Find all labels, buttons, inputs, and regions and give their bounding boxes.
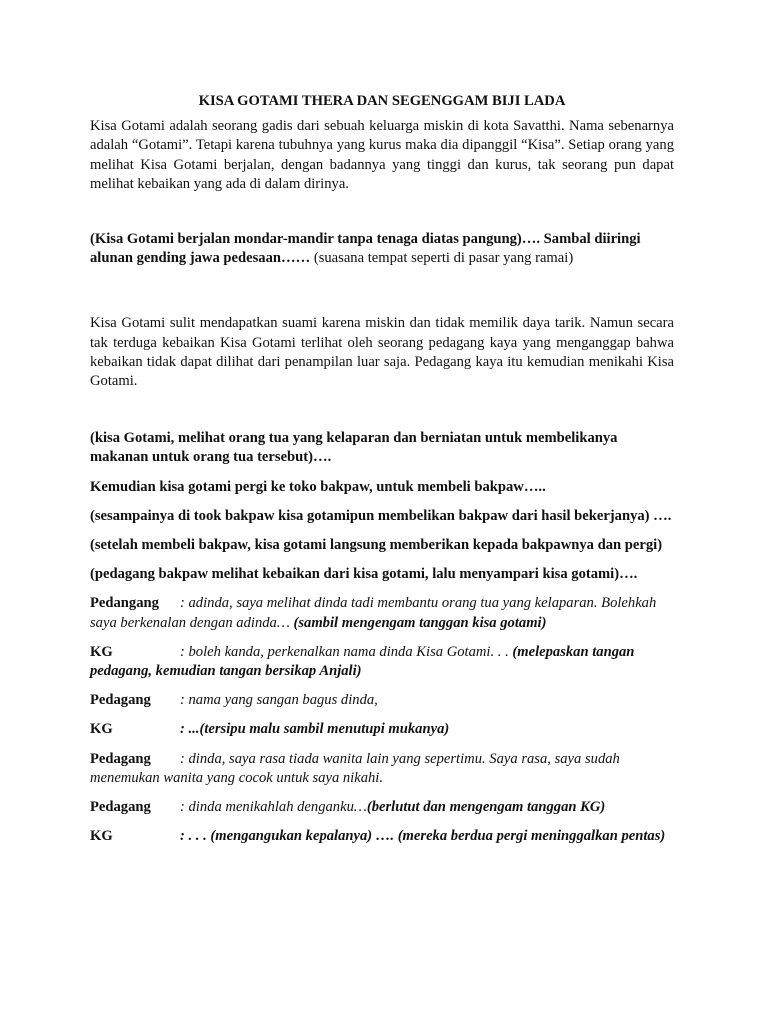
speaker-name: KG <box>90 721 113 738</box>
stage-direction-4: (sesampainya di took bakpaw kisa gotamipun membelikan bakpaw dari hasil bekerjanya) …. <box>90 507 672 524</box>
dialogue-action: : . . . (mengangukan kepalanya) …. (mereka berdua pergi meninggalkan pentas) <box>180 828 666 845</box>
dialogue-action: (berlutut dan mengengam tanggan KG) <box>366 799 606 816</box>
dialogue-text: : dinda, saya rasa tiada wanita lain yang sepertimu. Saya rasa, saya sudah menemukan wanita yang cocok untuk saya nikahi. <box>90 750 620 786</box>
dialogue-text: : boleh kanda, perkenalkan nama dinda Kisa Gotami. . . <box>180 643 513 660</box>
dialogue-line <box>90 750 674 788</box>
dialogue-line <box>90 643 674 681</box>
stage-direction-1 <box>90 230 674 268</box>
stage-direction-2: (kisa Gotami, melihat orang tua yang kelaparan dan berniatan untuk membelikanya makanan untuk orang tua tersebut)…. <box>90 430 618 466</box>
spacer <box>90 194 674 230</box>
stage-direction-5: (setelah membeli bakpaw, kisa gotami langsung memberikan kepada bakpawnya dan pergi) <box>90 537 663 554</box>
dialogue-text: : nama yang sangan bagus dinda, <box>180 692 378 709</box>
document-page <box>90 92 674 846</box>
speaker-name: KG <box>90 828 113 845</box>
spacer <box>90 391 674 429</box>
dialogue-line <box>90 594 674 632</box>
speaker-name: Pedagang <box>90 750 151 767</box>
spacer <box>90 268 674 314</box>
document-title: KISA GOTAMI THERA DAN SEGENGGAM BIJI LADA <box>198 93 566 109</box>
stage-direction-6: (pedagang bakpaw melihat kebaikan dari kisa gotami, lalu menyampari kisa gotami)…. <box>90 566 638 583</box>
dialogue-line <box>90 691 674 710</box>
dialogue-action: (sambil mengengam tanggan kisa gotami) <box>293 614 547 631</box>
dialogue-text: : dinda menikahlah denganku… <box>180 799 367 816</box>
stage-direction-1-normal: (suasana tempat seperti di pasar yang ramai) <box>310 250 574 267</box>
speaker-name: Pedagang <box>90 799 151 816</box>
speaker-name: Pedangang <box>90 595 159 612</box>
dialogue-line <box>90 798 674 817</box>
speaker-name: Pedagang <box>90 692 151 709</box>
dialogue-action: (melepaskan tangan pedagang, kemudian tangan bersikap Anjali) <box>90 643 635 680</box>
stage-direction-1-bold: (Kisa Gotami berjalan mondar-mandir tanpa tenaga diatas pangung)…. Sambal diiringi alunan gending jawa pedesaan…… <box>90 231 641 267</box>
intro-paragraph: Kisa Gotami adalah seorang gadis dari sebuah keluarga miskin di kota Savatthi. Nama sebenarnya adalah “Gotami”. Tetapi karena tubuhnya yang kurus maka dia dipanggil “Kisa”. Setiap orang yang melihat Kisa Gotami berjalan, dengan badannya yang tinggi dan kurus, tak seorang pun dapat melihat kebaikan yang ada di dalam dirinya. <box>90 118 674 192</box>
stage-direction-3: Kemudian kisa gotami pergi ke toko bakpaw, untuk membeli bakpaw….. <box>90 478 546 495</box>
dialogue-line <box>90 827 674 846</box>
speaker-name: KG <box>90 643 113 660</box>
dialogue-line <box>90 720 674 739</box>
dialogue-text: : ... <box>180 721 200 738</box>
dialogue-action: (tersipu malu sambil menutupi mukanya) <box>199 721 450 738</box>
paragraph-2: Kisa Gotami sulit mendapatkan suami karena miskin dan tidak memilik daya tarik. Namun secara tak terduga kebaikan Kisa Gotami terlihat oleh seorang pedagang kaya yang menganggap bahwa kebaikan tidak dapat dilihat dari penampilan luar saja. Pedagang kaya itu kemudian menikahi Kisa Gotami. <box>90 315 674 390</box>
dialogue-text: : adinda, saya melihat dinda tadi membantu orang tua yang kelaparan. Bolehkah saya berkenalan dengan adinda… <box>90 595 657 631</box>
